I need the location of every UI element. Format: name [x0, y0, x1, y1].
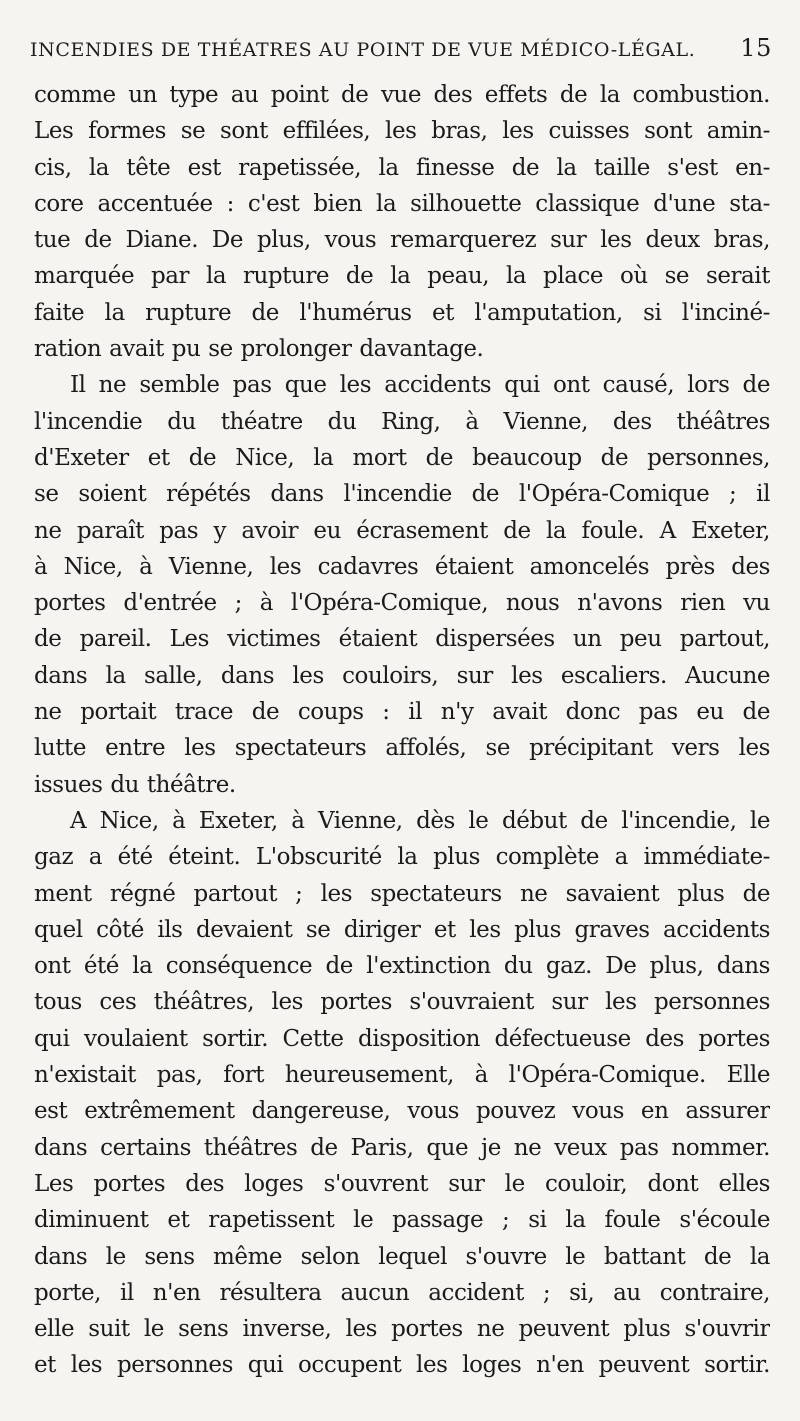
- text-line: à Nice, à Vienne, les cadavres étaient amoncelés près des: [34, 553, 770, 580]
- text-line: tue de Diane. De plus, vous remarquerez sur les deux bras,: [34, 227, 770, 254]
- text-line: qui voulaient sortir. Cette disposition défectueuse des portes: [34, 1025, 770, 1052]
- text-line: n'existait pas, fort heureusement, à l'Opéra-Comique. Elle: [34, 1062, 770, 1089]
- text-line: ne paraît pas y avoir eu écrasement de la foule. A Exeter,: [34, 517, 770, 544]
- body-text: [34, 77, 770, 1384]
- running-head: [30, 34, 772, 68]
- text-line: dans la salle, dans les couloirs, sur les escaliers. Aucune: [34, 662, 770, 689]
- text-line: elle suit le sens inverse, les portes ne peuvent plus s'ouvrir: [34, 1316, 770, 1343]
- text-line: portes d'entrée ; à l'Opéra-Comique, nous n'avons rien vu: [34, 590, 770, 617]
- text-line: se soient répétés dans l'incendie de l'Opéra-Comique ; il: [34, 481, 770, 508]
- text-line: diminuent et rapetissent le passage ; si la foule s'écoule: [34, 1207, 770, 1234]
- text-line: cis, la tête est rapetissée, la finesse de la taille s'est en-: [34, 154, 770, 181]
- text-line: et les personnes qui occupent les loges n'en peuvent sortir.: [34, 1352, 770, 1379]
- text-line: Les formes se sont effilées, les bras, les cuisses sont amin-: [34, 118, 770, 145]
- text-line: ration avait pu se prolonger davantage.: [34, 336, 484, 363]
- text-line: Les portes des loges s'ouvrent sur le couloir, dont elles: [34, 1170, 770, 1197]
- text-line: de pareil. Les victimes étaient dispersées un peu partout,: [34, 626, 770, 653]
- text-line: ment régné partout ; les spectateurs ne savaient plus de: [34, 880, 770, 907]
- page-number: 15: [740, 34, 772, 62]
- text-line: faite la rupture de l'humérus et l'amputation, si l'inciné-: [34, 299, 770, 326]
- text-line: est extrêmement dangereuse, vous pouvez vous en assurer: [34, 1098, 770, 1125]
- text-line: ont été la conséquence de l'extinction du gaz. De plus, dans: [34, 953, 770, 980]
- text-line: lutte entre les spectateurs affolés, se précipitant vers les: [34, 735, 770, 762]
- text-line: dans certains théâtres de Paris, que je ne veux pas nommer.: [34, 1134, 770, 1161]
- text-line: d'Exeter et de Nice, la mort de beaucoup de personnes,: [34, 444, 770, 471]
- text-line: core accentuée : c'est bien la silhouette classique d'une sta-: [34, 190, 770, 217]
- text-line: tous ces théâtres, les portes s'ouvraient sur les personnes: [34, 989, 770, 1016]
- text-line: ne portait trace de coups : il n'y avait donc pas eu de: [34, 699, 770, 726]
- running-head-title: INCENDIES DE THÉATRES AU POINT DE VUE MÉDICO-LÉGAL.: [30, 39, 696, 61]
- text-line: l'incendie du théatre du Ring, à Vienne, des théâtres: [34, 408, 770, 435]
- text-line: quel côté ils devaient se diriger et les plus graves accidents: [34, 916, 770, 943]
- text-line: gaz a été éteint. L'obscurité la plus complète a immédiate-: [34, 844, 770, 871]
- text-line: A Nice, à Exeter, à Vienne, dès le début de l'incendie, le: [70, 807, 770, 834]
- text-line: issues du théâtre.: [34, 771, 236, 798]
- text-line: marquée par la rupture de la peau, la place où se serait: [34, 263, 770, 290]
- text-line: dans le sens même selon lequel s'ouvre le battant de la: [34, 1243, 770, 1270]
- text-line: Il ne semble pas que les accidents qui ont causé, lors de: [70, 372, 770, 399]
- text-line: comme un type au point de vue des effets de la combustion.: [34, 82, 770, 108]
- text-line: porte, il n'en résultera aucun accident ; si, au contraire,: [34, 1279, 770, 1306]
